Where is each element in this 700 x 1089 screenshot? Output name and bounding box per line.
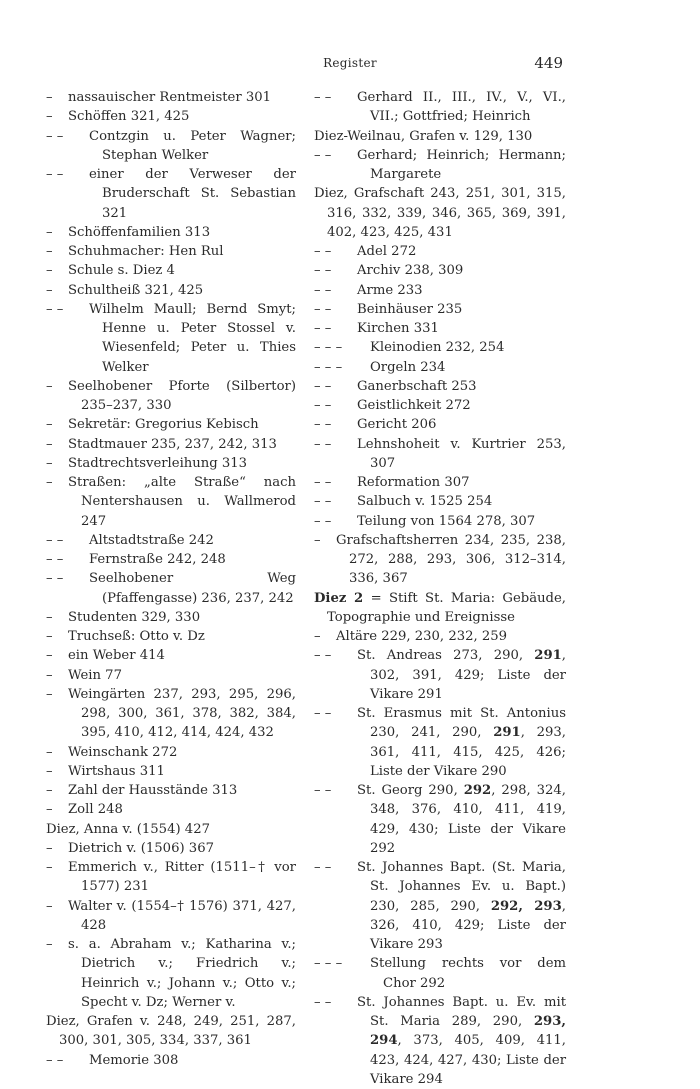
index-entry bbox=[46, 1051, 296, 1070]
entry-dash-marker: – – bbox=[46, 552, 64, 567]
entry-text: Contzgin u. Peter Wagner; Stephan Welker bbox=[89, 128, 296, 163]
entry-text: Altäre 229, 230, 232, 259 bbox=[336, 629, 508, 644]
entry-text-part: St. Erasmus mit St. Antonius 230, 241, 290, bbox=[357, 706, 566, 741]
index-entry bbox=[314, 415, 566, 434]
entry-text-part: , 326, 410, 429; Liste der Vikare 293 bbox=[370, 898, 566, 952]
index-entry bbox=[46, 781, 296, 800]
entry-dash-marker: – bbox=[46, 244, 53, 259]
index-entry bbox=[46, 820, 296, 839]
entry-text: Seelhobener Weg (Pfaffengasse) 236, 237, 242 bbox=[89, 571, 296, 606]
index-entry bbox=[46, 473, 296, 531]
index-entry bbox=[314, 473, 566, 492]
index-entry bbox=[314, 993, 566, 1089]
entry-dash-marker: – – bbox=[314, 436, 332, 452]
index-entry bbox=[314, 261, 566, 280]
entry-text: Stadtrechtsverleihung 313 bbox=[68, 455, 248, 471]
index-entry bbox=[46, 800, 296, 819]
entry-dash-marker: – bbox=[46, 802, 53, 818]
entry-text: ein Weber 414 bbox=[68, 648, 165, 664]
index-entry bbox=[46, 300, 296, 377]
entry-dash-marker: – – bbox=[314, 860, 332, 875]
index-entry bbox=[314, 531, 566, 589]
entry-text-part: St. Georg 290, bbox=[357, 783, 464, 798]
index-entry bbox=[46, 897, 296, 936]
entry-dash-marker: – bbox=[46, 417, 53, 433]
entry-dash-marker: – bbox=[46, 455, 53, 471]
index-entry bbox=[46, 281, 296, 300]
entry-text: Schuhmacher: Hen Rul bbox=[68, 244, 224, 259]
entry-text: Truchseß: Otto v. Dz bbox=[68, 629, 205, 644]
entry-dash-marker: – bbox=[46, 667, 53, 683]
index-entry bbox=[314, 338, 566, 357]
entry-dash-marker: – bbox=[46, 840, 53, 856]
index-entry bbox=[46, 627, 296, 646]
entry-dash-marker: – – bbox=[314, 417, 332, 433]
entry-text: Gerhard; Heinrich; Hermann; Margarete bbox=[357, 147, 566, 182]
entry-text-part: St. Andreas 273, 290, bbox=[357, 648, 535, 664]
right-column bbox=[314, 88, 566, 1089]
entry-text: Kirchen 331 bbox=[357, 321, 439, 336]
entry-dash-marker: – – bbox=[314, 706, 332, 721]
entry-text: Diez 2 = Stift St. Maria: Gebäude, Topographie und Ereignisse bbox=[314, 590, 566, 625]
entry-text: Kleinodien 232, 254 bbox=[370, 340, 505, 356]
entry-text: Diez, Grafschaft 243, 251, 301, 315, 316, 332, 339, 346, 365, 369, 391, 402, 423, 425, 431 bbox=[314, 186, 566, 240]
entry-dash-marker: – – bbox=[46, 532, 64, 548]
entry-dash-marker: – bbox=[46, 860, 53, 875]
entry-text-part: , 302, 391, 429; Liste der Vikare 291 bbox=[370, 648, 566, 702]
entry-dash-marker: – – bbox=[314, 90, 332, 105]
main-reference: 293, 294 bbox=[370, 1014, 566, 1049]
entry-dash-marker: – bbox=[46, 744, 53, 760]
index-entry bbox=[314, 319, 566, 338]
entry-text-part: , 373, 405, 409, 411, 423, 424, 427, 430; Liste der Vikare 294 bbox=[370, 1033, 566, 1087]
entry-text: Emmerich v., Ritter (1511–† vor 1577) 231 bbox=[68, 860, 296, 895]
entry-dash-marker: – – bbox=[314, 378, 332, 394]
index-entry bbox=[46, 858, 296, 897]
index-entry bbox=[314, 300, 566, 319]
entry-text-part: , 298, 324, 348, 376, 410, 411, 419, 429, 430; Liste der Vikare 292 bbox=[370, 783, 566, 856]
entry-dash-marker: – bbox=[46, 109, 53, 125]
entry-text bbox=[314, 704, 566, 781]
entry-dash-marker: – bbox=[46, 898, 53, 914]
entry-text: Schöffen 321, 425 bbox=[68, 109, 190, 125]
entry-text: Salbuch v. 1525 254 bbox=[357, 494, 493, 510]
index-entry bbox=[46, 88, 296, 107]
entry-text-part: , 293, 361, 411, 415, 425, 426; Liste der Vikare 290 bbox=[370, 725, 566, 779]
index-entry bbox=[314, 646, 566, 704]
entry-text: Seelhobener Pforte (Silbertor) 235–237, 330 bbox=[68, 378, 296, 413]
entry-dash-marker: – – bbox=[314, 263, 332, 279]
entry-text: Orgeln 234 bbox=[370, 359, 446, 375]
entry-text: Walter v. (1554–† 1576) 371, 427, 428 bbox=[68, 898, 296, 933]
entry-dash-marker: – – bbox=[314, 783, 332, 798]
page-number: 449 bbox=[534, 54, 563, 72]
entry-text: Geistlichkeit 272 bbox=[357, 398, 471, 413]
entry-dash-marker: – bbox=[46, 609, 53, 625]
index-entry bbox=[314, 146, 566, 185]
entry-text: Arme 233 bbox=[357, 282, 423, 298]
main-reference: 291 bbox=[493, 725, 521, 741]
entry-dash-marker: – – bbox=[314, 398, 332, 413]
index-entry bbox=[46, 165, 296, 223]
index-entry bbox=[46, 550, 296, 569]
index-entry bbox=[46, 646, 296, 665]
entry-dash-marker: – – bbox=[46, 128, 64, 144]
left-column bbox=[46, 88, 296, 1070]
index-entry bbox=[314, 184, 566, 242]
entry-dash-marker: – – bbox=[314, 994, 332, 1010]
entry-text: Weingärten 237, 293, 295, 296, 298, 300, 361, 378, 382, 384, 395, 410, 412, 414, 424, 432 bbox=[68, 686, 296, 741]
entry-dash-marker: – bbox=[46, 763, 53, 779]
entry-text: Dietrich v. (1506) 367 bbox=[68, 840, 214, 856]
index-entry bbox=[314, 781, 566, 858]
index-entry bbox=[46, 685, 296, 743]
entry-text: Schule s. Diez 4 bbox=[68, 263, 175, 279]
entry-text: Altstadtstraße 242 bbox=[89, 532, 214, 548]
entry-text: Diez, Anna v. (1554) 427 bbox=[46, 821, 210, 837]
entry-text: Lehnshoheit v. Kurtrier 253, 307 bbox=[357, 436, 566, 471]
entry-text: Stadtmauer 235, 237, 242, 313 bbox=[68, 436, 277, 452]
entry-text: Grafschaftsherren 234, 235, 238, 272, 288, 293, 306, 312–314, 336, 367 bbox=[336, 532, 566, 587]
running-head bbox=[0, 54, 700, 74]
index-entry bbox=[46, 454, 296, 473]
entry-text: Schöffenfamilien 313 bbox=[68, 224, 211, 240]
main-reference: 291 bbox=[534, 648, 562, 664]
entry-dash-marker: – – bbox=[314, 321, 332, 336]
entry-dash-marker: – bbox=[46, 475, 53, 490]
entry-text: Zahl der Hausstände 313 bbox=[68, 783, 238, 798]
entry-dash-marker: – bbox=[46, 263, 53, 279]
entry-dash-marker: – bbox=[314, 532, 321, 548]
index-entry bbox=[46, 743, 296, 762]
index-entry bbox=[314, 88, 566, 127]
index-entry bbox=[46, 223, 296, 242]
entry-dash-marker: – bbox=[46, 648, 53, 664]
entry-dash-marker: – bbox=[46, 282, 53, 298]
entry-text: Diez-Weilnau, Grafen v. 129, 130 bbox=[314, 128, 533, 144]
entry-dash-marker: – bbox=[46, 436, 53, 452]
index-entry bbox=[314, 281, 566, 300]
entry-text: Straßen: „alte Straße“ nach Nentershausen u. Wallmerod 247 bbox=[68, 475, 296, 529]
index-entry bbox=[46, 415, 296, 434]
entry-text: Memorie 308 bbox=[89, 1052, 179, 1068]
entry-dash-marker: – – bbox=[314, 494, 332, 510]
entry-dash-marker: – bbox=[46, 686, 53, 702]
entry-dash-marker: – – bbox=[314, 513, 332, 529]
index-entry bbox=[46, 1012, 296, 1051]
entry-text: Ganerbschaft 253 bbox=[357, 378, 477, 394]
entry-dash-marker: – bbox=[46, 378, 53, 394]
index-entry bbox=[46, 242, 296, 261]
main-reference: 292, 293 bbox=[490, 898, 562, 914]
entry-text: Archiv 238, 309 bbox=[357, 263, 464, 279]
entry-text: Weinschank 272 bbox=[68, 744, 178, 760]
entry-dash-marker: – – bbox=[314, 282, 332, 298]
index-entry bbox=[314, 704, 566, 781]
entry-dash-marker: – bbox=[46, 90, 53, 105]
index-entry bbox=[46, 569, 296, 608]
entry-dash-marker: – – bbox=[314, 475, 332, 490]
index-entry bbox=[314, 627, 566, 646]
entry-dash-marker: – – bbox=[46, 1052, 64, 1068]
entry-text: Gericht 206 bbox=[357, 417, 437, 433]
index-entry bbox=[46, 935, 296, 1012]
index-entry bbox=[46, 762, 296, 781]
index-entry bbox=[46, 261, 296, 280]
entry-text: Sekretär: Gregorius Kebisch bbox=[68, 417, 259, 433]
index-entry bbox=[46, 839, 296, 858]
index-entry bbox=[314, 377, 566, 396]
index-entry bbox=[314, 492, 566, 511]
entry-text: Teilung von 1564 278, 307 bbox=[357, 513, 536, 529]
index-entry bbox=[314, 127, 566, 146]
entry-text: Zoll 248 bbox=[68, 802, 123, 818]
index-entry bbox=[314, 435, 566, 474]
entry-text-part: St. Johannes Bapt. u. Ev. mit St. Maria 289, 290, bbox=[357, 994, 566, 1029]
entry-dash-marker: – – bbox=[314, 648, 332, 664]
entry-text bbox=[314, 858, 566, 954]
entry-headword: Diez 2 bbox=[314, 590, 364, 606]
entry-dash-marker: – bbox=[46, 783, 53, 798]
index-entry bbox=[46, 107, 296, 126]
entry-dash-marker: – – bbox=[314, 147, 332, 163]
entry-text: Stellung rechts vor dem Chor 292 bbox=[370, 956, 566, 991]
entry-text: Gerhard II., III., IV., V., VI., VII.; Gottfried; Heinrich bbox=[357, 90, 566, 125]
entry-text: Studenten 329, 330 bbox=[68, 609, 201, 625]
index-entry bbox=[46, 608, 296, 627]
entry-dash-marker: – bbox=[46, 629, 53, 644]
entry-text: Adel 272 bbox=[357, 244, 417, 259]
entry-dash-marker: – – bbox=[46, 571, 64, 587]
entry-text bbox=[314, 781, 566, 858]
index-entry bbox=[314, 858, 566, 954]
index-entry bbox=[314, 512, 566, 531]
entry-text: Diez, Grafen v. 248, 249, 251, 287, 300, 301, 305, 334, 337, 361 bbox=[46, 1014, 296, 1049]
entry-dash-marker: – – bbox=[46, 301, 64, 317]
index-entry bbox=[314, 396, 566, 415]
entry-dash-marker: – – – bbox=[314, 340, 343, 356]
entry-dash-marker: – – bbox=[314, 301, 332, 317]
entry-dash-marker: – – – bbox=[314, 359, 343, 375]
index-entry bbox=[46, 531, 296, 550]
entry-dash-marker: – bbox=[314, 629, 321, 644]
main-reference: 292 bbox=[463, 783, 492, 798]
entry-text: s. a. Abraham v.; Katharina v.; Dietrich v.; Friedrich v.; Heinrich v.; Johann v.; Otto v.; Specht v. Dz; Werner v. bbox=[68, 937, 296, 1010]
entry-text: Wein 77 bbox=[68, 667, 122, 683]
entry-text: nassauischer Rentmeister 301 bbox=[68, 90, 272, 105]
index-entry bbox=[46, 435, 296, 454]
index-entry bbox=[314, 242, 566, 261]
index-entry bbox=[46, 127, 296, 166]
entry-dash-marker: – bbox=[46, 937, 53, 952]
index-entry bbox=[46, 666, 296, 685]
entry-text: Schultheiß 321, 425 bbox=[68, 282, 204, 298]
entry-text-part: St. Johannes Bapt. (St. Maria, St. Johannes Ev. u. Bapt.) 230, 285, 290, bbox=[357, 860, 566, 914]
entry-dash-marker: – – bbox=[46, 167, 64, 182]
index-entry bbox=[314, 358, 566, 377]
index-entry bbox=[314, 954, 566, 993]
entry-text bbox=[314, 646, 566, 704]
entry-text: Wilhelm Maull; Bernd Smyt; Henne u. Peter Stossel v. Wiesenfeld; Peter u. Thies Welker bbox=[89, 301, 296, 375]
entry-text: Wirtshaus 311 bbox=[68, 763, 165, 779]
entry-dash-marker: – bbox=[46, 224, 53, 240]
index-entry bbox=[314, 589, 566, 628]
entry-dash-marker: – – – bbox=[314, 956, 343, 972]
index-entry bbox=[46, 377, 296, 416]
running-title: Register bbox=[323, 56, 377, 70]
entry-dash-marker: – – bbox=[314, 244, 332, 259]
entry-text: einer der Verweser der Bruderschaft St. Sebastian 321 bbox=[89, 167, 296, 221]
entry-text: Beinhäuser 235 bbox=[357, 301, 463, 317]
entry-text: Fernstraße 242, 248 bbox=[89, 552, 226, 567]
entry-text bbox=[314, 993, 566, 1089]
entry-text: Reformation 307 bbox=[357, 475, 470, 490]
